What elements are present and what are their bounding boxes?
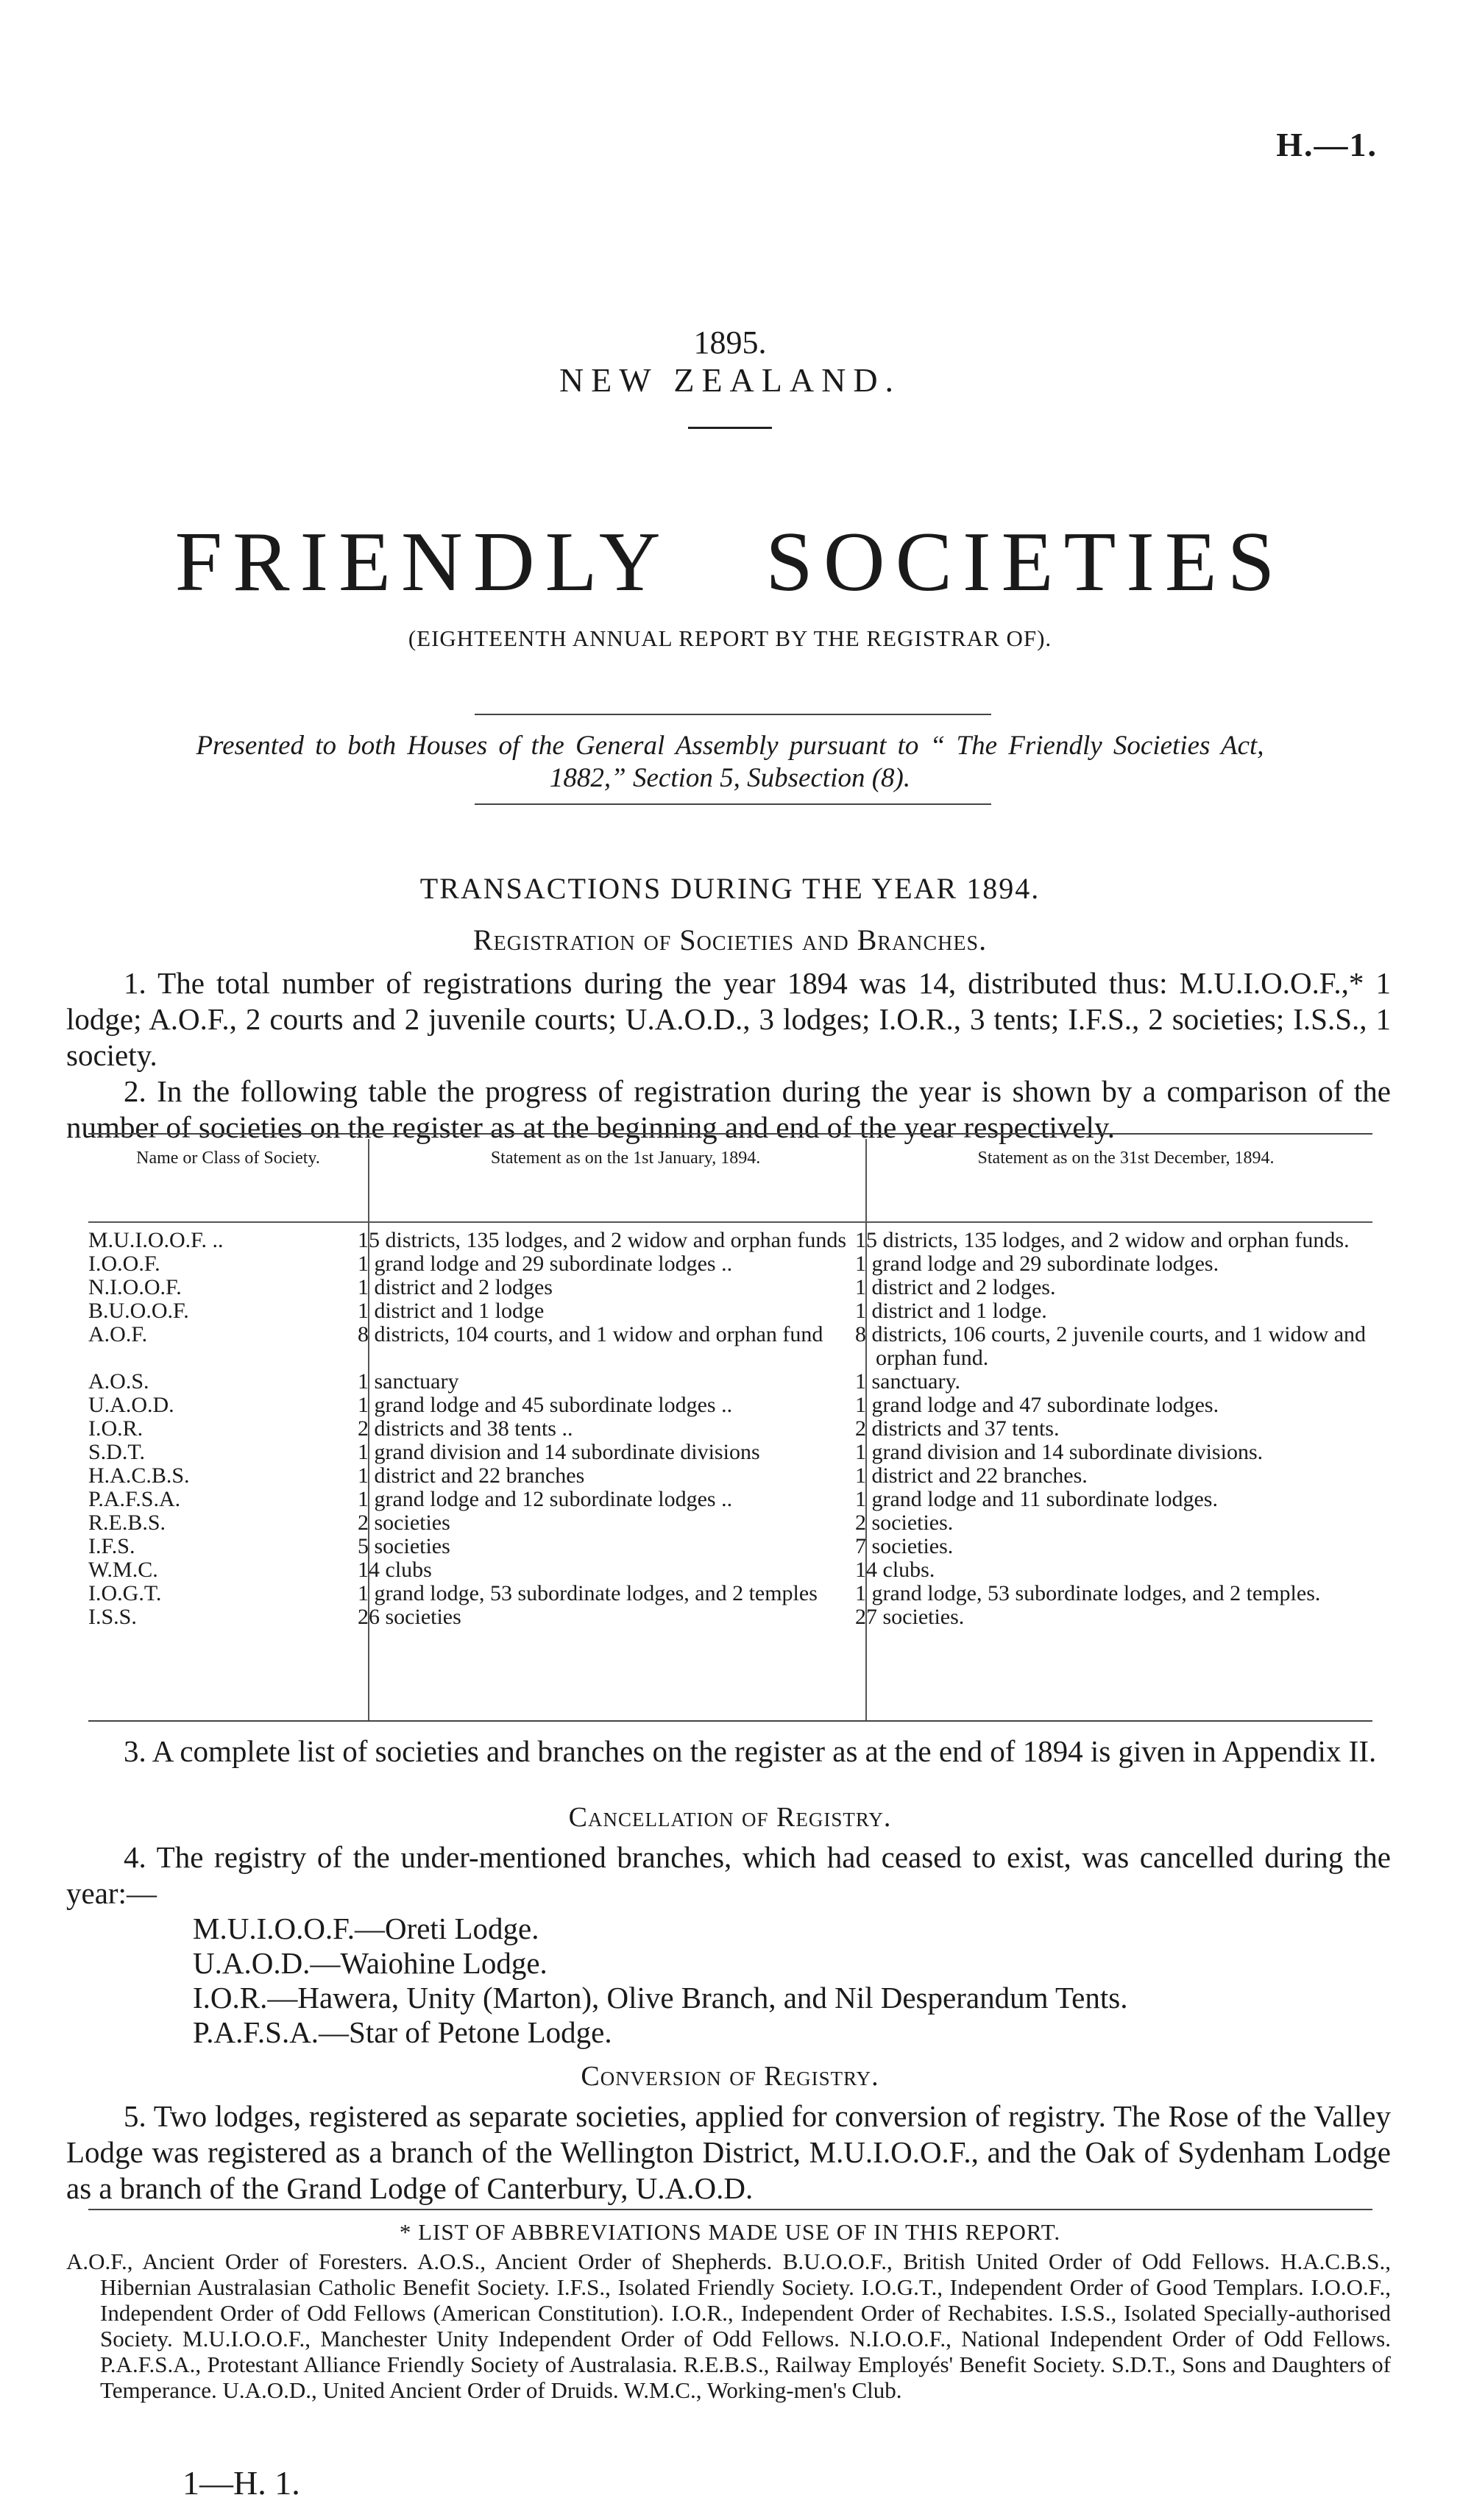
table-row (88, 1276, 1372, 1299)
statement-end: 1 grand lodge and 11 subordinate lodges. (855, 1487, 1218, 1511)
society-name: H.A.C.B.S. (88, 1463, 190, 1488)
society-name: A.O.S. (88, 1369, 149, 1394)
table-top-rule (88, 1133, 1372, 1135)
society-name: P.A.F.S.A. (88, 1487, 181, 1511)
report-year: 1895. (693, 324, 767, 361)
document-title: FRIENDLY SOCIETIES (174, 515, 1286, 609)
paragraph-3-text: 3. A complete list of societies and branches on the register as at the end of 1894 is given in Appendix II. (124, 1734, 1377, 1768)
presented-top-rule (475, 714, 991, 715)
statement-end: 1 sanctuary. (855, 1369, 960, 1394)
presented-bottom-rule (475, 803, 991, 805)
statement-start: 14 clubs (358, 1558, 432, 1582)
statement-start: 1 district and 22 branches (358, 1463, 585, 1488)
society-name: I.F.S. (88, 1534, 135, 1558)
statement-end: 1 grand division and 14 subordinate divisions. (855, 1440, 1264, 1464)
statement-start: 1 sanctuary (358, 1369, 459, 1394)
cancellation-heading: Cancellation of Registry. (568, 1802, 892, 1833)
statement-start: 1 grand lodge, 53 subordinate lodges, and 2 temples (358, 1581, 818, 1605)
society-name: U.A.O.D. (88, 1393, 174, 1417)
society-name: I.O.O.F. (88, 1252, 160, 1276)
presented-line-2: 1882,” Section 5, Subsection (8). (549, 763, 911, 793)
statement-end: 1 district and 1 lodge. (855, 1299, 1047, 1323)
page-reference: H.—1. (1276, 126, 1378, 163)
table-row (88, 1417, 1372, 1441)
table-row (88, 1464, 1372, 1488)
table-row (88, 1605, 1372, 1629)
society-name: B.U.O.O.F. (88, 1299, 189, 1323)
society-name: I.O.G.T. (88, 1581, 162, 1605)
table-header-start: Statement as on the 1st January, 1894. (490, 1149, 761, 1168)
table-row (88, 1299, 1372, 1323)
cancellation-list (193, 1912, 1127, 2050)
society-name: R.E.B.S. (88, 1511, 166, 1535)
statement-end: 1 grand lodge and 29 subordinate lodges. (855, 1252, 1219, 1276)
society-name: S.D.T. (88, 1440, 145, 1464)
table-header-name: Name or Class of Society. (136, 1149, 320, 1168)
statement-start: 1 grand lodge and 12 subordinate lodges .. (358, 1487, 733, 1511)
abbreviations-text: A.O.F., Ancient Order of Foresters. A.O.S., Ancient Order of Shepherds. B.U.O.O.F., British United Order of Odd Fellows. H.A.C.B.S., Hibernian Australasian Catholic Benefit Society. I.F.S., Isolated Friendly Society. I.O.G.T., Independent Order of Good Templars. I.O.O.F., Independent Order of Odd Fellows (American Constitution). I.O.R., Independent Order of Rechabites. I.S.S., Isolated Specially-authorised Society. M.U.I.O.O.F., Manchester Unity Independent Order of Odd Fellows. N.I.O.O.F., National Independent Order of Odd Fellows. P.A.F.S.A., Protestant Alliance Friendly Society of Australasia. R.E.B.S., Railway Employés' Benefit Society. S.D.T., Sons and Daughters of Temperance. U.A.O.D., United Ancient Order of Druids. W.M.C., Working-men's Club. (66, 2249, 1391, 2403)
table-row (88, 1535, 1372, 1558)
table-row (88, 1558, 1372, 1582)
table-header-end: Statement as on the 31st December, 1894. (977, 1149, 1275, 1168)
signature-mark: 1—H. 1. (182, 2464, 300, 2502)
conversion-heading: Conversion of Registry. (581, 2061, 879, 2092)
table-body (88, 1229, 1372, 1629)
statement-start: 8 districts, 104 courts, and 1 widow and orphan fund (358, 1322, 823, 1346)
statement-end: 1 grand lodge, 53 subordinate lodges, and 2 temples. (855, 1581, 1321, 1605)
statement-end: 14 clubs. (855, 1558, 935, 1582)
society-name: M.U.I.O.O.F. .. (88, 1228, 224, 1252)
country-heading: NEW ZEALAND. (559, 361, 901, 399)
table-row (88, 1252, 1372, 1276)
statement-start: 2 districts and 38 tents .. (358, 1416, 573, 1441)
header-divider (688, 427, 772, 429)
society-name: I.S.S. (88, 1605, 137, 1629)
list-item: I.O.R.—Hawera, Unity (Marton), Olive Branch, and Nil Desperandum Tents. (193, 1981, 1128, 2015)
statement-start: 1 district and 1 lodge (358, 1299, 545, 1323)
statement-start: 2 societies (358, 1511, 450, 1535)
list-item: P.A.F.S.A.—Star of Petone Lodge. (193, 2015, 612, 2049)
paragraph-1-text: 1. The total number of registrations during the year 1894 was 14, distributed thus: M.U.I.O.O.F.,* 1 lodge; A.O.F., 2 courts and 2 juvenile courts; U.A.O.D., 3 lodges; I.O.R., 3 tents; I.F.S., 2 societies; I.S.S., 1 society. (66, 966, 1391, 1072)
statement-start: 1 grand lodge and 29 subordinate lodges .. (358, 1252, 733, 1276)
list-item: M.U.I.O.O.F.—Oreti Lodge. (193, 1912, 539, 1945)
table-row (88, 1582, 1372, 1605)
statement-start: 15 districts, 135 lodges, and 2 widow and orphan funds (358, 1228, 847, 1252)
society-name: W.M.C. (88, 1558, 158, 1582)
statement-start: 1 grand lodge and 45 subordinate lodges .. (358, 1393, 733, 1417)
paragraph-4-text: 4. The registry of the under-mentioned branches, which had ceased to exist, was cancelled during the year:— (66, 1840, 1391, 1910)
statement-end: 1 grand lodge and 47 subordinate lodges. (855, 1393, 1219, 1417)
table-row (88, 1370, 1372, 1394)
statement-start: 26 societies (358, 1605, 461, 1629)
paragraph-5-text: 5. Two lodges, registered as separate societies, applied for conversion of registry. The Rose of the Valley Lodge was registered as a branch of the Wellington District, M.U.I.O.O.F., and the Oak of Sydenham Lodge as a branch of the Grand Lodge of Canterbury, U.A.O.D. (66, 2099, 1391, 2205)
registration-table (88, 1139, 1372, 1728)
statement-end: 15 districts, 135 lodges, and 2 widow and orphan funds. (855, 1228, 1350, 1252)
table-header-rule (88, 1221, 1372, 1223)
footnote-heading: * LIST OF ABBREVIATIONS MADE USE OF IN THIS REPORT. (399, 2219, 1061, 2245)
abbreviations-list (66, 2249, 1391, 2403)
paragraph-5 (66, 2098, 1391, 2207)
table-row (88, 1394, 1372, 1417)
society-name: N.I.O.O.F. (88, 1275, 182, 1299)
table-row (88, 1441, 1372, 1464)
statement-end: 27 societies. (855, 1605, 965, 1629)
list-item: U.A.O.D.—Waiohine Lodge. (193, 1946, 548, 1980)
paragraph-2-text: 2. In the following table the progress of registration during the year is shown by a comparison of the number of societies on the register as at the beginning and end of the year respectively. (66, 1074, 1391, 1144)
statement-end: 7 societies. (855, 1534, 954, 1558)
statement-end: 8 districts, 106 courts, 2 juvenile courts, and 1 widow and orphan fund. (855, 1322, 1367, 1370)
table-bottom-rule (88, 1720, 1372, 1722)
statement-start: 1 grand division and 14 subordinate divisions (358, 1440, 760, 1464)
transactions-heading: TRANSACTIONS DURING THE YEAR 1894. (419, 872, 1041, 905)
society-name: A.O.F. (88, 1322, 148, 1346)
statement-end: 1 district and 22 branches. (855, 1463, 1088, 1488)
statement-start: 1 district and 2 lodges (358, 1275, 553, 1299)
presented-line-1: Presented to both Houses of the General Assembly pursuant to “ The Friendly Societies Act, (196, 731, 1264, 761)
statement-start: 5 societies (358, 1534, 450, 1558)
society-name: I.O.R. (88, 1416, 143, 1441)
statement-end: 2 districts and 37 tents. (855, 1416, 1060, 1441)
table-row (88, 1229, 1372, 1252)
table-row (88, 1488, 1372, 1511)
document-subtitle: (EIGHTEENTH ANNUAL REPORT BY THE REGISTRAR OF). (408, 625, 1052, 651)
table-row (88, 1511, 1372, 1535)
table-row (88, 1323, 1372, 1370)
statement-end: 2 societies. (855, 1511, 954, 1535)
registration-heading: Registration of Societies and Branches. (472, 923, 988, 956)
paragraph-2 (66, 1073, 1391, 1146)
paragraph-4 (66, 1839, 1391, 1912)
paragraph-1 (66, 965, 1391, 1073)
statement-end: 1 district and 2 lodges. (855, 1275, 1056, 1299)
footnote-rule (88, 2209, 1372, 2210)
paragraph-3 (66, 1733, 1391, 1770)
